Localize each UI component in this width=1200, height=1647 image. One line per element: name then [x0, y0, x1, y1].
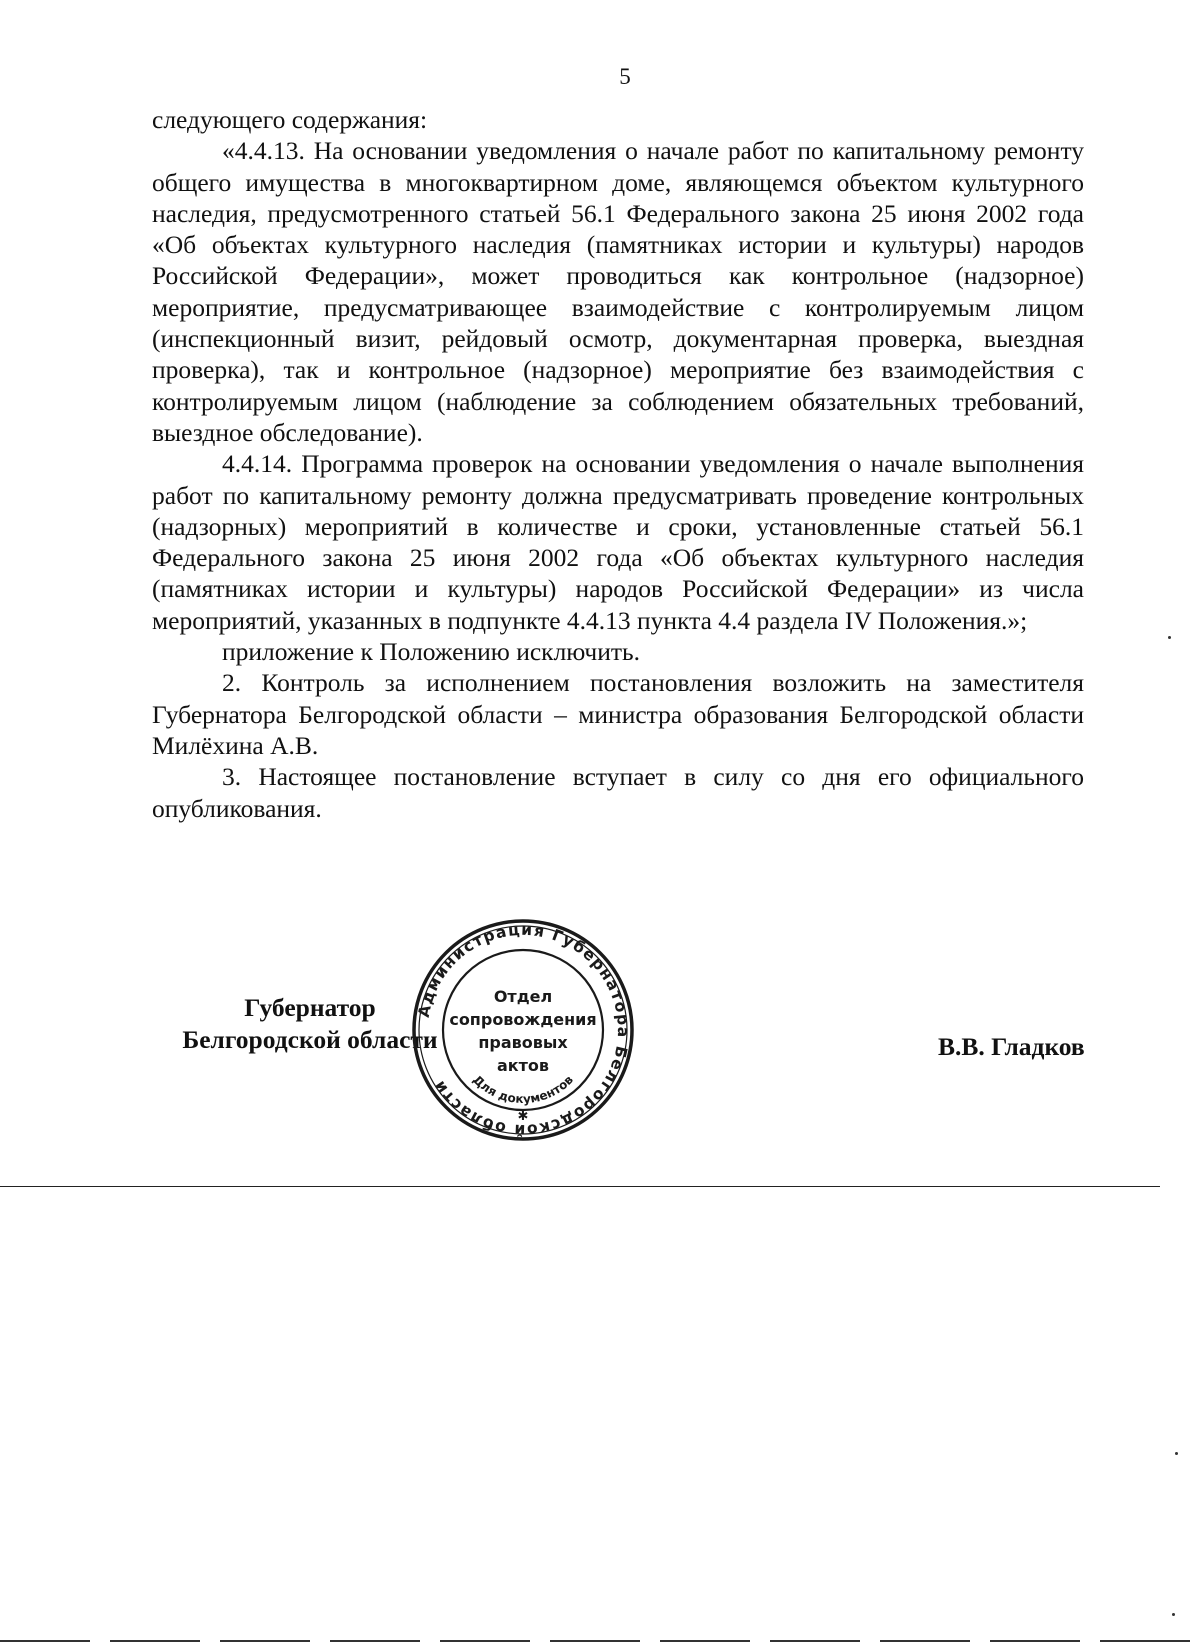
paragraph-item-2: 2. Контроль за исполнением постановления возложить на заместителя Губернатора Белгородской области – министра образования Белгородской области Милёхина А.В. — [152, 668, 1084, 760]
paragraph-4-4-13: «4.4.13. На основании уведомления о начале работ по капитальному ремонту общего имущества в многоквартирном доме, являющемся объектом культурного наследия, предусмотренного статьей 56.1 Федерального закона 25 июня 2002 года «Об объектах культурного наследия (памятниках истории и культуры) народов Российской Федерации», может проводиться как контрольное (надзорное) мероприятие, предусматривающее взаимодействие с контролируемым лицом (инспекционный визит, рейдовый осмотр, документарная проверка, выездная проверка), так и контрольное (надзорное) мероприятие без взаимодействия с контролируемым лицом (наблюдение за соблюдением обязательных требований, выездное обследование). — [152, 136, 1084, 447]
paragraph-intro: следующего содержания: — [152, 105, 428, 134]
signatory-name: В.В. Гладков — [938, 1032, 1085, 1061]
stamp-ring-text: Администрация Губернатора Белгородской области — [414, 920, 633, 1140]
paragraph-4-4-14: 4.4.14. Программа проверок на основании уведомления о начале выполнения работ по капитальному ремонту должна предусматривать проведение контрольных (надзорных) мероприятий в количестве и сроки, установленные статьей 56.1 Федерального закона 25 июня 2002 года «Об объектах культурного наследия (памятниках истории и культуры) народов Российской Федерации» из числа мероприятий, указанных в подпункте 4.4.13 пункта 4.4 раздела IV Положения.»; — [152, 449, 1084, 635]
page-number: 5 — [619, 64, 631, 89]
stamp-inner-line1: Отдел — [493, 987, 553, 1006]
stamp-inner-ring — [443, 950, 603, 1110]
scan-speck — [1168, 636, 1171, 639]
paragraph-appendix: приложение к Положению исключить. — [222, 637, 640, 667]
signatory-title-line2: Белгородской области — [182, 1025, 438, 1054]
document-body — [152, 104, 1084, 824]
signatory-title-line1: Губернатор — [244, 993, 376, 1022]
official-stamp — [411, 918, 635, 1142]
stamp-inner-line2: сопровождения — [449, 1010, 597, 1029]
stamp-inner-line4: актов — [496, 1056, 550, 1075]
scan-speck — [1172, 1613, 1175, 1616]
stamp-bottom-text: Для документов — [470, 1072, 576, 1107]
paragraph-item-3: 3. Настоящее постановление вступает в силу со дня его официального опубликования. — [152, 762, 1084, 823]
stamp-star-icon: ✱ — [517, 1108, 529, 1123]
stamp-inner-line3: правовых — [478, 1033, 568, 1052]
scan-speck — [1175, 1452, 1178, 1455]
bottom-scan-edge — [0, 1640, 1200, 1642]
page-divider — [0, 1186, 1160, 1187]
